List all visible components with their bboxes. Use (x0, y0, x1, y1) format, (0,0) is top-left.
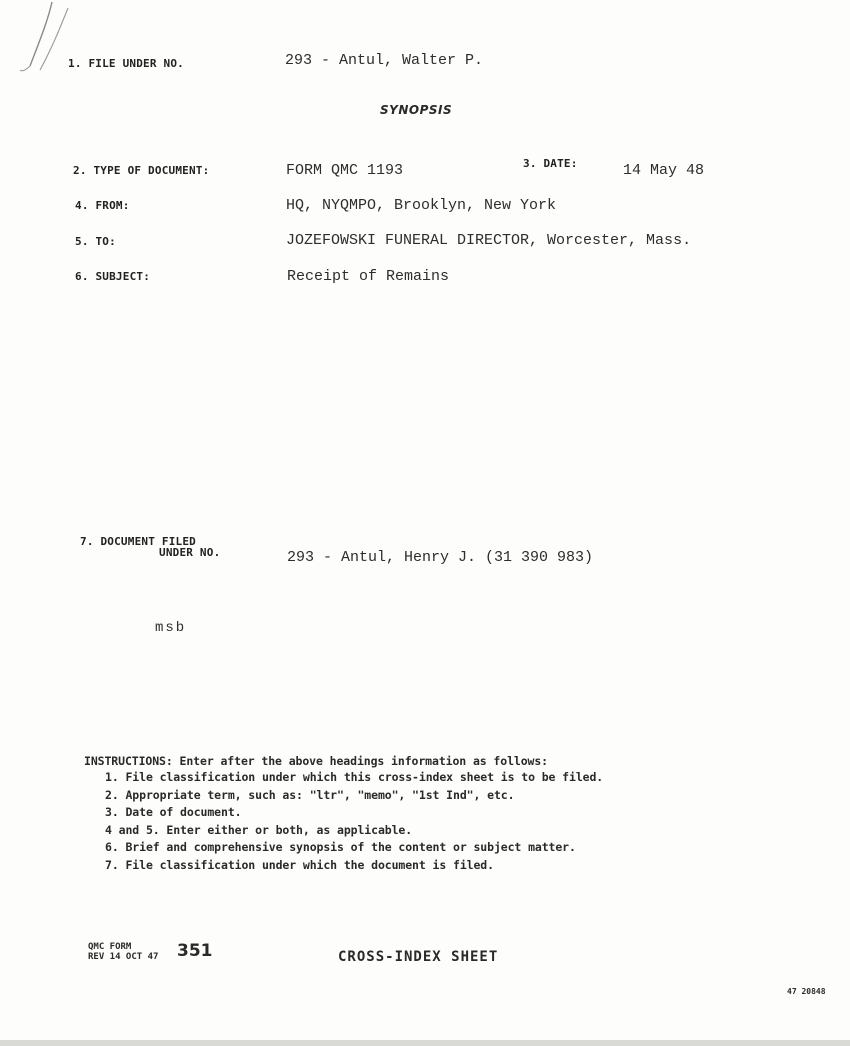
subject-label: 6. SUBJECT: (75, 270, 151, 283)
type-of-document-label: 2. TYPE OF DOCUMENT: (73, 164, 210, 177)
document-filed-value: 293 - Antul, Henry J. (31 390 983) (287, 549, 594, 566)
from-label: 4. FROM: (75, 199, 130, 212)
to-label: 5. TO: (75, 235, 116, 248)
typist-initials: msb (155, 620, 187, 636)
list-item: 1. File classification under which this cross-index sheet is to be filed. (105, 770, 604, 784)
type-of-document-value: FORM QMC 1193 (286, 162, 404, 179)
from-value: HQ, NYQMPO, Brooklyn, New York (286, 197, 557, 214)
list-item: 2. Appropriate term, such as: "ltr", "memo", "1st Ind", etc. (105, 787, 515, 802)
date-label: 3. DATE: (523, 157, 578, 170)
subject-value: Receipt of Remains (287, 268, 450, 285)
instructions-heading: INSTRUCTIONS: Enter after the above headings information as follows: (84, 754, 549, 768)
synopsis-heading: SYNOPSIS (380, 103, 453, 117)
form-id-line2: REV 14 OCT 47 (88, 952, 159, 962)
list-item: 6. Brief and comprehensive synopsis of the content or subject matter. (105, 840, 576, 854)
file-under-no-value: 293 - Antul, Walter P. (285, 52, 484, 69)
print-code: 47 20848 (787, 987, 826, 996)
sheet-title: CROSS-INDEX SHEET (338, 949, 499, 965)
list-item: 7. File classification under which the document is filed. (105, 857, 494, 872)
document-filed-label-line2: UNDER NO. (159, 546, 221, 559)
document-filed-label-line1: 7. DOCUMENT FILED (80, 535, 196, 548)
list-item: 3. Date of document. (105, 805, 242, 819)
date-value: 14 May 48 (623, 162, 705, 179)
form-number: 351 (177, 941, 213, 961)
page-edge (0, 1040, 850, 1046)
form-id-line1: QMC FORM (88, 942, 132, 952)
instructions-list (105, 769, 603, 874)
to-value: JOZEFOWSKI FUNERAL DIRECTOR, Worcester, Mass. (286, 232, 692, 249)
file-under-no-label: 1. FILE UNDER NO. (68, 57, 184, 70)
list-item: 4 and 5. Enter either or both, as applicable. (105, 822, 413, 837)
